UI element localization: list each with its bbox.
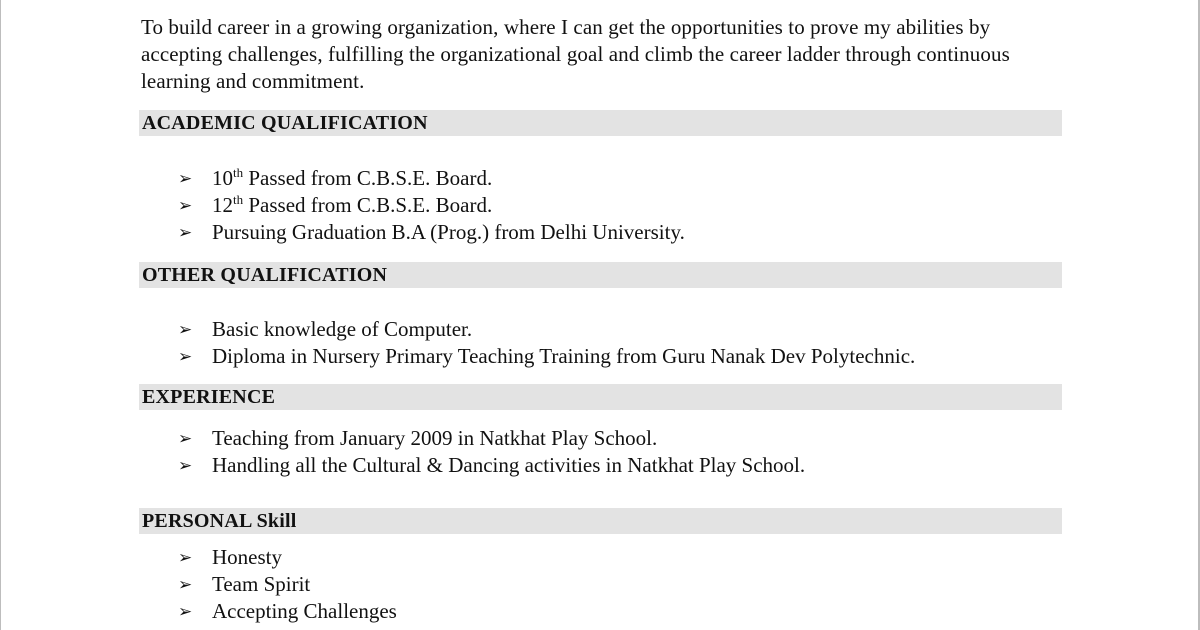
list-item-text: Basic knowledge of Computer. bbox=[212, 317, 473, 341]
list-item-text: Diploma in Nursery Primary Teaching Training from Guru Nanak Dev Polytechnic. bbox=[212, 344, 916, 368]
list-item-text: Handling all the Cultural & Dancing activities in Natkhat Play School. bbox=[212, 453, 806, 477]
list-item bbox=[178, 192, 685, 219]
arrow-bullet-icon: ➢ bbox=[178, 169, 193, 188]
arrow-bullet-icon: ➢ bbox=[178, 456, 193, 475]
arrow-bullet-icon: ➢ bbox=[178, 548, 193, 567]
section-header-other bbox=[139, 262, 1062, 288]
career-objective-text: To build career in a growing organization, where I can get the opportunities to prove my abilities by accepting challenges, fulfilling the organizational goal and climb the career ladder through continuous learning and commitment. bbox=[141, 15, 1010, 93]
list-item bbox=[178, 165, 685, 192]
section-header-personal bbox=[139, 508, 1062, 534]
other-qualification-list bbox=[178, 316, 915, 370]
arrow-bullet-icon: ➢ bbox=[178, 223, 193, 242]
academic-list bbox=[178, 165, 685, 246]
list-item bbox=[178, 571, 397, 598]
list-item-text: Passed from C.B.S.E. Board. bbox=[243, 166, 493, 190]
experience-list bbox=[178, 425, 805, 479]
grade-number: 12 bbox=[212, 193, 233, 217]
page-left-edge bbox=[0, 0, 1, 630]
list-item bbox=[178, 598, 397, 625]
arrow-bullet-icon: ➢ bbox=[178, 575, 193, 594]
section-header-experience bbox=[139, 384, 1062, 410]
list-item bbox=[178, 316, 915, 343]
section-title-personal: PERSONAL Skill bbox=[142, 510, 297, 532]
list-item bbox=[178, 343, 915, 370]
list-item-text: Honesty bbox=[212, 545, 282, 569]
list-item bbox=[178, 452, 805, 479]
list-item-text: Passed from C.B.S.E. Board. bbox=[243, 193, 493, 217]
arrow-bullet-icon: ➢ bbox=[178, 196, 193, 215]
arrow-bullet-icon: ➢ bbox=[178, 347, 193, 366]
list-item bbox=[178, 425, 805, 452]
ordinal-suffix: th bbox=[233, 165, 244, 180]
list-item bbox=[178, 544, 397, 571]
arrow-bullet-icon: ➢ bbox=[178, 429, 193, 448]
section-title-experience: EXPERIENCE bbox=[142, 386, 276, 408]
section-title-academic: ACADEMIC QUALIFICATION bbox=[142, 112, 428, 134]
list-item-text: Teaching from January 2009 in Natkhat Play School. bbox=[212, 426, 658, 450]
personal-skill-list bbox=[178, 544, 397, 625]
arrow-bullet-icon: ➢ bbox=[178, 320, 193, 339]
ordinal-suffix: th bbox=[233, 192, 244, 207]
section-header-academic bbox=[139, 110, 1062, 136]
list-item-text: Team Spirit bbox=[212, 572, 311, 596]
arrow-bullet-icon: ➢ bbox=[178, 602, 193, 621]
list-item-text: Accepting Challenges bbox=[212, 599, 397, 623]
section-title-other: OTHER QUALIFICATION bbox=[142, 264, 388, 286]
list-item bbox=[178, 219, 685, 246]
list-item-text: Pursuing Graduation B.A (Prog.) from Delhi University. bbox=[212, 220, 685, 244]
grade-number: 10 bbox=[212, 166, 233, 190]
